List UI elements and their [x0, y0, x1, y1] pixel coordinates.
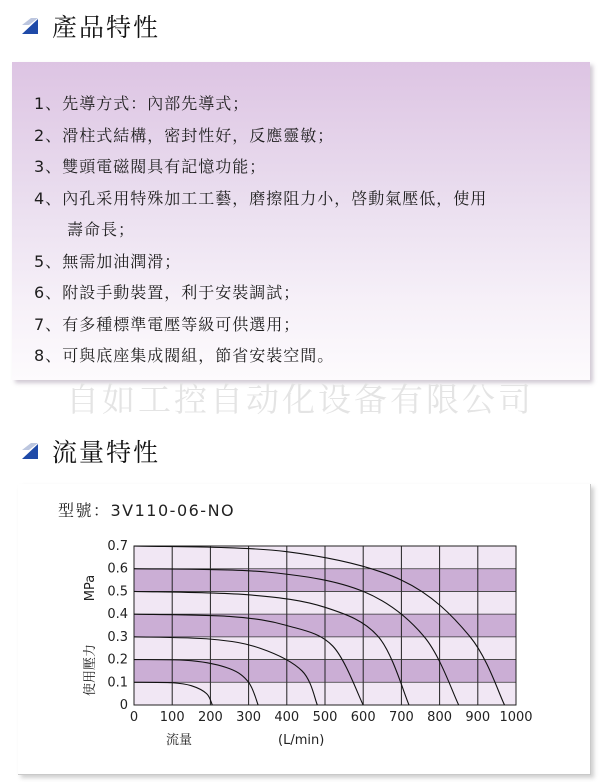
- feature-text: 先導方式：內部先導式；: [62, 94, 250, 113]
- arrow-icon: [20, 441, 40, 461]
- feature-text: 附設手動裝置，利于安裝調試；: [62, 283, 301, 302]
- feature-item: [34, 340, 574, 372]
- x-tick-label: 700: [388, 710, 414, 725]
- feature-item: [34, 88, 574, 120]
- y-tick-label: 0.5: [107, 584, 128, 600]
- feature-item: [34, 277, 574, 309]
- x-tick-label: 1000: [499, 710, 533, 725]
- y-axis-unit: MPa: [83, 574, 98, 602]
- x-tick-label: 600: [350, 710, 376, 725]
- feature-item: [34, 120, 574, 152]
- x-tick-label: 800: [427, 710, 453, 725]
- feature-text-continued: 壽命長；: [67, 220, 136, 239]
- feature-number: 3、: [34, 157, 63, 176]
- feature-item: [34, 309, 574, 341]
- feature-number: 7、: [34, 314, 63, 334]
- x-tick-label: 500: [312, 710, 338, 725]
- y-tick-label: 0.6: [107, 561, 128, 577]
- feature-number: 4、: [34, 188, 63, 208]
- feature-item: [34, 183, 574, 246]
- features-list: [34, 88, 574, 372]
- model-label: 型號：3V110-06-NO: [58, 501, 236, 520]
- x-tick-label: 900: [465, 710, 491, 725]
- feature-text: 雙頭電磁閥具有記憶功能；: [62, 157, 267, 176]
- x-axis-unit: (L/min): [278, 733, 325, 748]
- y-tick-label: 0.1: [107, 675, 128, 691]
- feature-text: 內孔采用特殊加工工藝，磨擦阻力小，啓動氣壓低，使用: [62, 188, 488, 208]
- x-axis-label: 流量: [166, 733, 193, 748]
- features-title: 產品特性: [52, 13, 161, 42]
- y-tick-label: 0.7: [107, 539, 128, 554]
- flow-chart-panel: [18, 484, 591, 775]
- x-tick-label: 100: [159, 710, 185, 725]
- y-tick-label: 0.4: [107, 607, 128, 623]
- feature-number: 1、: [34, 94, 63, 113]
- flow-title: 流量特性: [52, 438, 161, 467]
- flow-chart: [18, 484, 590, 774]
- feature-number: 5、: [34, 251, 63, 271]
- feature-number: 2、: [34, 125, 63, 145]
- feature-text: 可與底座集成閥組，節省安裝空間。: [62, 346, 335, 365]
- y-tick-label: 0: [119, 698, 128, 713]
- y-tick-label: 0.3: [107, 629, 128, 645]
- feature-text: 無需加油潤滑；: [62, 251, 182, 271]
- x-tick-label: 0: [129, 710, 139, 725]
- feature-item: [34, 151, 574, 183]
- flow-header: [20, 431, 160, 471]
- feature-item: [34, 246, 574, 278]
- company-watermark: 自如工控自动化设备有限公司: [66, 380, 534, 419]
- arrow-icon: [20, 16, 40, 36]
- y-axis-label: 使用壓力: [83, 643, 98, 697]
- feature-text: 有多種標準電壓等級可供選用；: [62, 314, 301, 334]
- features-header: [20, 6, 160, 46]
- feature-text: 滑柱式結構，密封性好，反應靈敏；: [62, 125, 335, 145]
- feature-number: 6、: [34, 283, 63, 302]
- x-tick-label: 300: [236, 710, 262, 725]
- features-panel: [12, 62, 590, 380]
- x-tick-label: 400: [274, 710, 300, 725]
- x-tick-label: 200: [197, 710, 223, 725]
- y-tick-label: 0.2: [107, 652, 128, 668]
- feature-number: 8、: [34, 346, 63, 365]
